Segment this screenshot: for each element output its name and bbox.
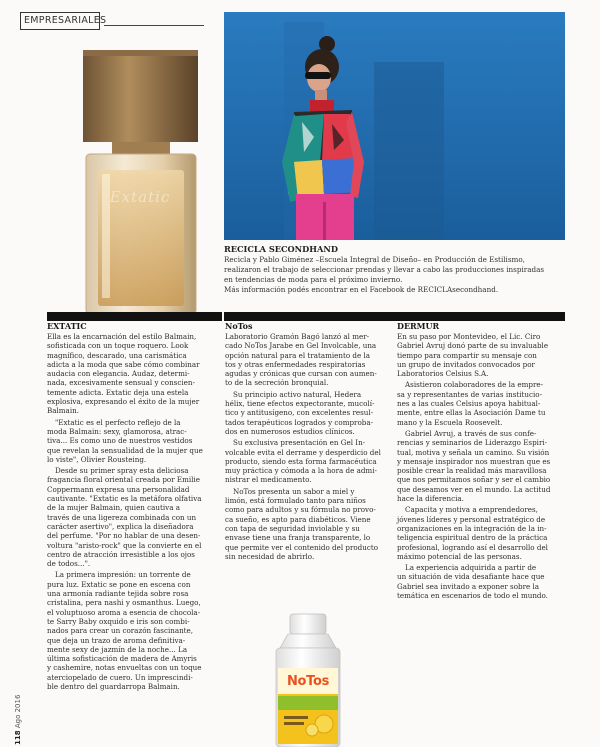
text-line: una armonía radiante tejida sobre rosa [47,589,189,599]
text-line: que revelan la sensualidad de la mujer que [47,445,203,455]
text-line: jóvenes líderes y personal estratégico de [397,514,546,524]
article-paragraph [397,563,565,600]
text-line: fragancia floral oriental creada por Emilie [47,475,200,485]
perfume-brand-label: Extatic [109,188,171,206]
text-line: sa y representantes de varias institucio- [397,389,542,399]
page-number: 118 [14,730,22,745]
text-line: hélix, tiene efectos expectorante, mucolí- [225,399,375,409]
text-line: ble dentro del guardarropa Balmain. [47,681,180,691]
text-line: moda Balmain: sexy, glamorosa, atrac- [47,426,187,436]
text-line: el voluptuoso aroma a esencia de chocola- [47,607,201,617]
text-line: "Extatic es el perfecto reflejo de la [55,417,181,427]
notos-article [225,321,390,563]
text-line: Desde su primer spray esta deliciosa [55,466,189,476]
text-line: máximo potencial de las personas. [397,551,522,561]
article-paragraph [397,505,565,561]
text-line: teligencia espiritual dentro de la práctica [397,533,548,543]
article-paragraph [47,418,222,464]
text-line: mente sexy de jazmín de la noche... La [47,644,188,654]
dermur-heading: DERMUR [397,321,440,331]
text-line: Recicla y Pablo Giménez –Escuela Integral de Diseño– en Producción de Estilismo, [224,254,525,264]
text-line: tos y otras enfermedades respiratorias [225,359,366,369]
text-line: Ella es la encarnación del estilo Balmain, [47,332,197,341]
text-line: cado NoTos Jarabe en Gel Involcable, una [225,341,377,351]
text-line: Su principio activo natural, Hedera [233,389,362,399]
extatic-article [47,321,222,693]
text-line: realizaron el trabajo de seleccionar prendas y llevar a cabo las producciones inspiradas [224,264,545,274]
text-line: Gabriel sea invitado a exponer sobre la [397,581,540,591]
text-line: tados terapéuticos logrados y comproba- [225,417,374,427]
text-line: que deseamos ver en el mundo. La actitud [397,484,551,494]
text-line: Balmain. [47,406,79,416]
extatic-heading: EXTATIC [47,321,87,331]
recicla-caption [224,244,569,295]
text-line: tiva... Es como uno de nuestros vestidos [47,436,193,446]
text-line: y cashemire, notas envueltas con un toque [47,663,202,673]
text-line: envase tiene una franja transparente, lo [225,533,371,543]
text-line: ca sueño, es apto para diabéticos. Viene [225,514,371,524]
text-line: temática en escenarios de todo el mundo. [397,591,548,601]
text-line: Más información podés encontrar en el Facebook de RECICLAsecondhand. [224,284,499,294]
article-paragraph [225,438,390,484]
text-line: voltura "aristo-rock" que la convierte en el [47,540,202,550]
article-paragraph [397,429,565,503]
text-line: centro de atracción irresistible a los ojos [47,549,195,559]
article-paragraph [225,332,390,388]
text-line: rencias y seminarios de Liderazgo Espiri- [397,438,548,448]
text-line: mente, entre ellas la Asociación Dame tu [397,408,546,418]
text-line: mano y la Escuela Roosevelt. [397,417,503,427]
text-line: La experiencia adquirida a partir de [405,563,537,573]
text-line: través de una ligereza combinada con un [47,512,197,522]
text-line: lo viste", Olivier Rousteing. [47,454,147,464]
recicla-fashion-photo [224,12,565,240]
text-line: cautivante. "Extatic es la metáfora olfativa [47,494,202,504]
recicla-heading: RECICLA SECONDHAND [224,244,338,254]
dermur-article [397,321,565,602]
text-line: temente adicta. Extatic deja una estela [47,387,189,397]
text-line: de todos...". [47,559,91,569]
text-line: Gabriel Avruj, a través de sus confe- [405,428,537,438]
text-line: un situación de vida desafiante hace que [397,572,545,582]
column-rule-left [47,312,222,321]
text-line: dos en numerosos estudios clínicos. [225,426,355,436]
text-line: tiempo para compartir su mensaje con [397,350,537,360]
text-line: posible crear la realidad más maravillosa [397,466,547,476]
text-line: Su exclusiva presentación en Gel In- [233,438,366,448]
article-paragraph [397,380,565,426]
text-line: de la mujer Balmain, quien cautiva a [47,503,180,513]
article-paragraph [225,390,390,436]
text-line: organizaciones en la integración de la in- [397,523,547,533]
article-paragraph [397,332,565,378]
text-line: como para adultos y su fórmula no provo- [225,505,376,515]
recicla-text [224,255,569,295]
text-line: del perfume. "Por no hablar de una desen- [47,531,201,541]
text-line: con tapa de seguridad inviolable y su [225,523,360,533]
text-line: nados para crear un corazón fascinante, [47,626,194,636]
article-paragraph [47,466,222,568]
text-line: agudas y crónicas que cursan con aumen- [225,369,377,379]
text-line: limón, está formulado tanto para niños [225,496,366,506]
text-line: muy práctica y cómoda a la hora de admi- [225,466,377,476]
text-line: un grupo de invitados convocados por [397,359,535,369]
text-line: que permite ver el contenido del producto [225,542,379,552]
text-line: volcable evita el derrame y desperdicio del [225,447,381,457]
text-line: que deja un trazo de aroma definitiva- [47,635,186,645]
text-line: nistrar el medicamento. [225,475,312,485]
text-line: Laboratorio Gramón Bagó lanzó al mer- [225,332,370,341]
text-line: sin necesidad de abrirlo. [225,551,315,561]
text-line: Coppermann expresa una personalidad [47,484,190,494]
text-line: aterciopelado de cuero. Un imprescindi- [47,672,193,682]
text-line: magnífico, descarado, una carismática [47,350,187,360]
text-line: cristalina, pera nashi y osmanthus. Luego, [47,598,201,608]
text-line: hace la diferencia. [397,494,464,504]
text-line: Laboratorios Celsius S.A. [397,369,489,379]
text-line: producto, siendo esta forma farmacéutica [225,456,377,466]
text-line: Gabriel Avruj donó parte de su invaluable [397,341,549,351]
text-line: La primera impresión: un torrente de [55,570,191,580]
extatic-perfume-image [20,30,218,318]
text-line: nada, excesivamente sensual y conscien- [47,378,195,388]
text-line: NoTos presenta un sabor a miel y [233,486,355,496]
model-photo-illustration [224,12,565,240]
text-line: to de la secreción bronquial. [225,378,329,388]
text-line: última sofisticación de madera de Amyris [47,654,197,664]
text-line: profesional, logrando así el desarrollo del [397,542,548,552]
section-rule [104,25,204,26]
section-label: EMPRESARIALES [20,12,100,30]
text-line: en tendencias de moda para el próximo invierno. [224,274,403,284]
notos-heading: NoTos [225,321,253,331]
text-line: te Sarry Baby oxquido e iris son combi- [47,616,190,626]
text-line: En su paso por Montevideo, el Lic. Ciro [397,332,541,341]
text-line: y mensaje inspirador nos muestran que es [397,456,551,466]
notos-bottle-image [262,612,354,747]
page-folio [3,650,22,745]
text-line: opción natural para el tratamiento de la [225,350,371,360]
column-rule-right [224,312,565,321]
notos-bottle-logo: NoTos [286,674,330,689]
text-line: nes a las cuales Celsius apoya habitual- [397,399,541,409]
folio-text [14,695,22,745]
article-paragraph [47,570,222,691]
text-line: tico y antitusígeno, con excelentes resul- [225,408,374,418]
text-line: carácter asertivo", explica la diseñadora [47,521,194,531]
text-line: explosiva, expresando el éxito de la mujer [47,397,200,407]
text-line: Asistieron colaboradores de la empre- [405,380,544,390]
perfume-bottle-illustration [20,30,218,318]
issue-month: Ago 2016 [14,694,22,729]
article-paragraph [225,487,390,561]
text-line: audacia con elegancia. Audaz, determi- [47,369,190,379]
text-line: pura luz. Extatic se pone en escena con [47,579,191,589]
text-line: tual, motiva y señala un camino. Su visión [397,447,550,457]
text-line: que nos permitamos soñar y ser el cambio [397,475,551,485]
text-line: sofisticada con un toque roquero. Look [47,341,189,351]
text-line: Capacita y motiva a emprendedores, [405,505,538,515]
text-line: adicta a la moda que sabe cómo combinar [47,359,200,369]
article-paragraph [47,332,222,416]
